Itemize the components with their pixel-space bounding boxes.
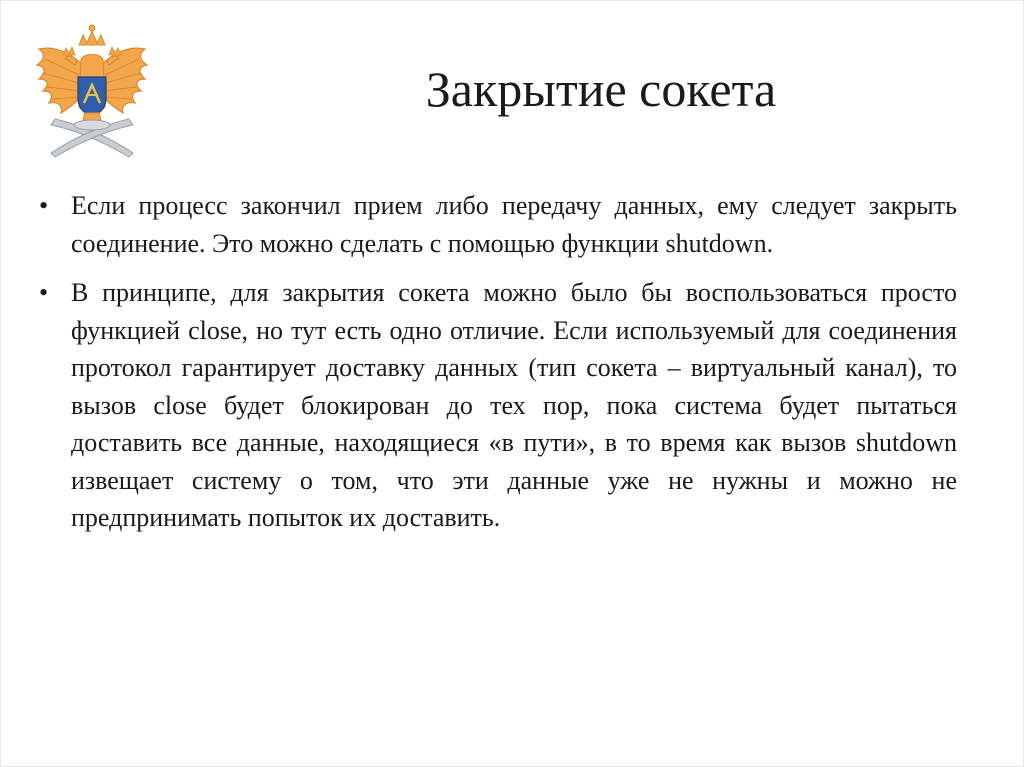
bullet-item [39, 274, 957, 537]
slide-title: Закрытие сокета [425, 61, 777, 117]
bullet-text: В принципе, для закрытия сокета можно было бы воспользоваться просто функцией close, но тут есть одно отличие. Если используемый для соединения протокол гарантирует доставку данных (тип сокета – виртуальный канал), то вызов close будет блокирован до тех пор, пока система будет пытаться доставить все данные, находящиеся «в пути», в то время как вызов shutdown извещает систему о том, что эти данные уже не нужны и можно не предпринимать попыток их доставить. [71, 278, 957, 532]
bullet-marker: • [39, 191, 49, 220]
bullet-list [39, 187, 957, 549]
bullet-item [39, 187, 957, 262]
bullet-marker: • [39, 278, 49, 307]
bullet-text: Если процесс закончил прием либо передачу данных, ему следует закрыть соединение. Это можно сделать с помощью функции shutdown. [71, 191, 957, 258]
coat-of-arms-eagle-icon [33, 15, 151, 161]
